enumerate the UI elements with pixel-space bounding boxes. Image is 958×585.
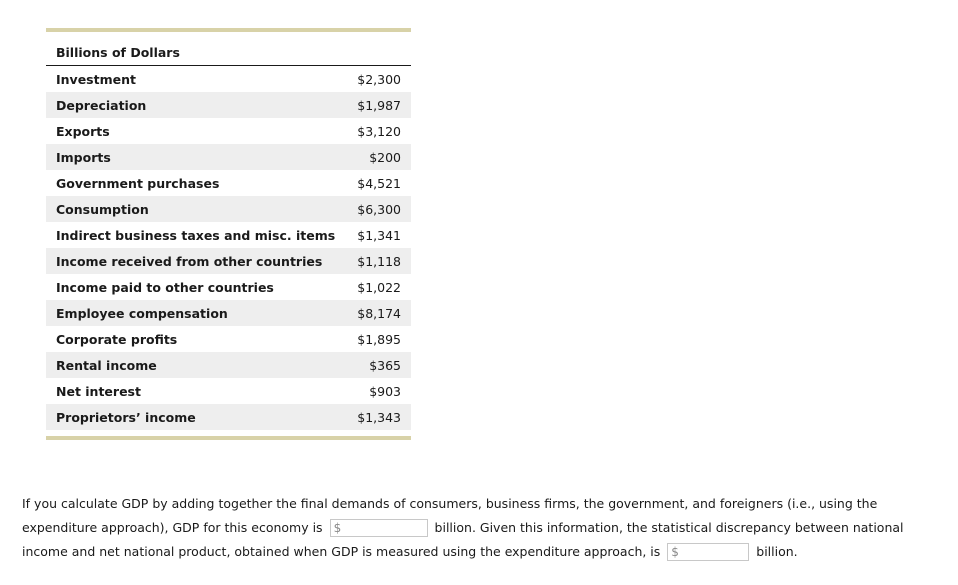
row-label: Net interest [56,383,141,399]
row-label: Investment [56,71,136,87]
row-label: Rental income [56,357,157,373]
row-value: $1,343 [357,409,401,425]
row-label: Indirect business taxes and misc. items [56,227,336,243]
row-label: Exports [56,123,110,139]
table-caption: Billions of Dollars [46,32,411,66]
discrepancy-dollar-sign: $ [671,544,679,559]
row-label: Income received from other countries [56,253,323,269]
table-bottom-rule [46,436,411,440]
row-label: Government purchases [56,175,220,191]
table-row [46,118,411,144]
row-value: $365 [369,357,401,373]
row-value: $1,118 [357,253,401,269]
question-part-1: If you calculate GDP by adding together the final demands of consumers, business firms, the government, and foreigners (i.e., using the expenditure approach), GDP for this economy is [22,496,878,535]
table-row [46,274,411,300]
row-label: Corporate profits [56,331,178,347]
table-row [46,92,411,118]
row-value: $1,022 [357,279,401,295]
table-row [46,196,411,222]
table-row [46,378,411,404]
discrepancy-answer-box[interactable] [667,543,749,561]
row-value: $1,895 [357,331,401,347]
table-row [46,248,411,274]
table-row [46,326,411,352]
table-row [46,170,411,196]
row-value: $6,300 [357,201,401,217]
row-value: $1,341 [357,227,401,243]
question-part-3: billion. [756,544,798,559]
discrepancy-input[interactable] [680,544,746,560]
data-table [46,28,411,440]
table-row [46,300,411,326]
table-row [46,66,411,92]
row-label: Depreciation [56,97,147,113]
row-label: Proprietors’ income [56,409,196,425]
table-row [46,404,411,430]
row-value: $4,521 [357,175,401,191]
gdp-dollar-sign: $ [333,520,342,535]
table-row [46,352,411,378]
question-text [22,492,942,564]
row-value: $8,174 [357,305,401,321]
gdp-answer-box[interactable] [330,519,428,537]
table-row [46,222,411,248]
question-part-2: billion. Given this information, the statistical discrepancy between national income and net national product, obtained when GDP is measured using the expenditure approach, is [22,520,904,559]
gdp-input[interactable] [343,520,425,536]
row-label: Consumption [56,201,149,217]
table-row [46,144,411,170]
row-value: $903 [369,383,401,399]
row-value: $200 [369,149,401,165]
row-value: $1,987 [357,97,401,113]
row-label: Employee compensation [56,305,228,321]
table-body [46,66,411,430]
row-label: Imports [56,149,111,165]
row-value: $2,300 [357,71,401,87]
row-value: $3,120 [357,123,401,139]
row-label: Income paid to other countries [56,279,274,295]
